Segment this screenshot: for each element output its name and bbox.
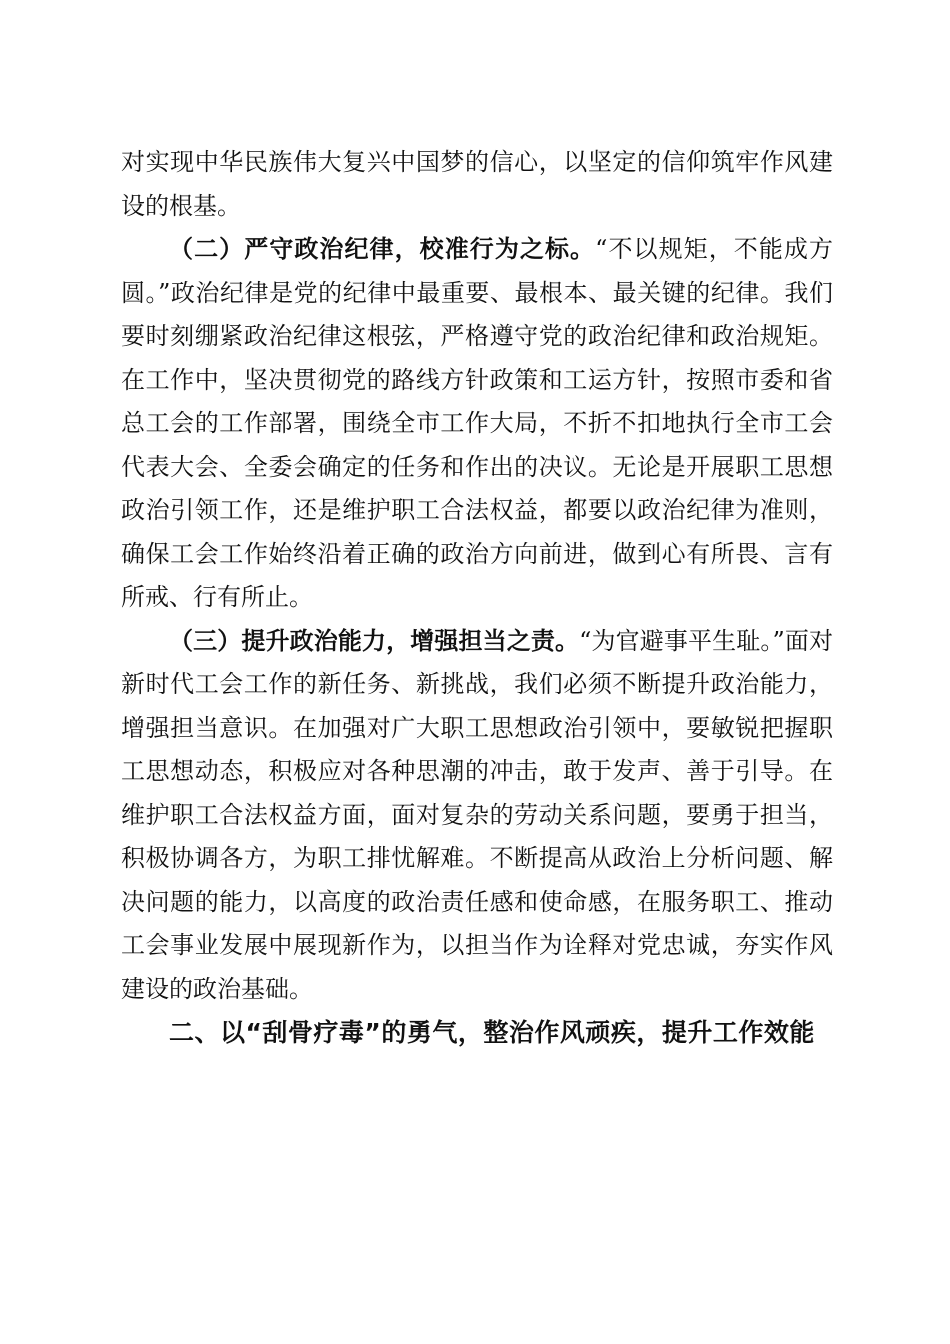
section-heading: 二、以“刮骨疗毒”的勇气，整治作风顽疾，提升工作效能	[169, 1018, 815, 1047]
document-body	[121, 141, 833, 1055]
paragraph-political-ability	[121, 620, 833, 1012]
subsection-title: （三）提升政治能力，增强担当之责。	[169, 626, 580, 655]
paragraph-political-discipline	[121, 228, 833, 620]
paragraph-continuation	[121, 141, 833, 228]
paragraph-text: 对实现中华民族伟大复兴中国梦的信心，以坚定的信仰筑牢作风建设的根基。	[121, 148, 833, 220]
subsection-title: （二）严守政治纪律，校准行为之标。	[169, 235, 596, 263]
paragraph-text: “为官避事平生耻。”面对新时代工会工作的新任务、新挑战，我们必须不断提升政治能力，增强担当意识。在加强对广大职工思想政治引领中，要敏锐把握职工思想动态，积极应对各种思潮的冲击，敢于发声、善于引导。在维护职工合法权益方面，面对复杂的劳动关系问题，要勇于担当，积极协调各方，为职工排忧解难。不断提高从政治上分析问题、解决问题的能力，以高度的政治责任感和使命感，在服务职工、推动工会事业发展中展现新作为，以担当作为诠释对党忠诚，夯实作风建设的政治基础。	[121, 626, 834, 1003]
paragraph-text: “不以规矩，不能成方圆。”政治纪律是党的纪律中最重要、最根本、最关键的纪律。我们要时刻绷紧政治纪律这根弦，严格遵守党的政治纪律和政治规矩。在工作中，坚决贯彻党的路线方针政策和工运方针，按照市委和省总工会的工作部署，围绕全市工作大局，不折不扣地执行全市工会代表大会、全委会确定的任务和作出的决议。无论是开展职工思想政治引领工作，还是维护职工合法权益，都要以政治纪律为准则，确保工会工作始终沿着正确的政治方向前进，做到心有所畏、言有所戒、行有所止。	[121, 235, 833, 611]
